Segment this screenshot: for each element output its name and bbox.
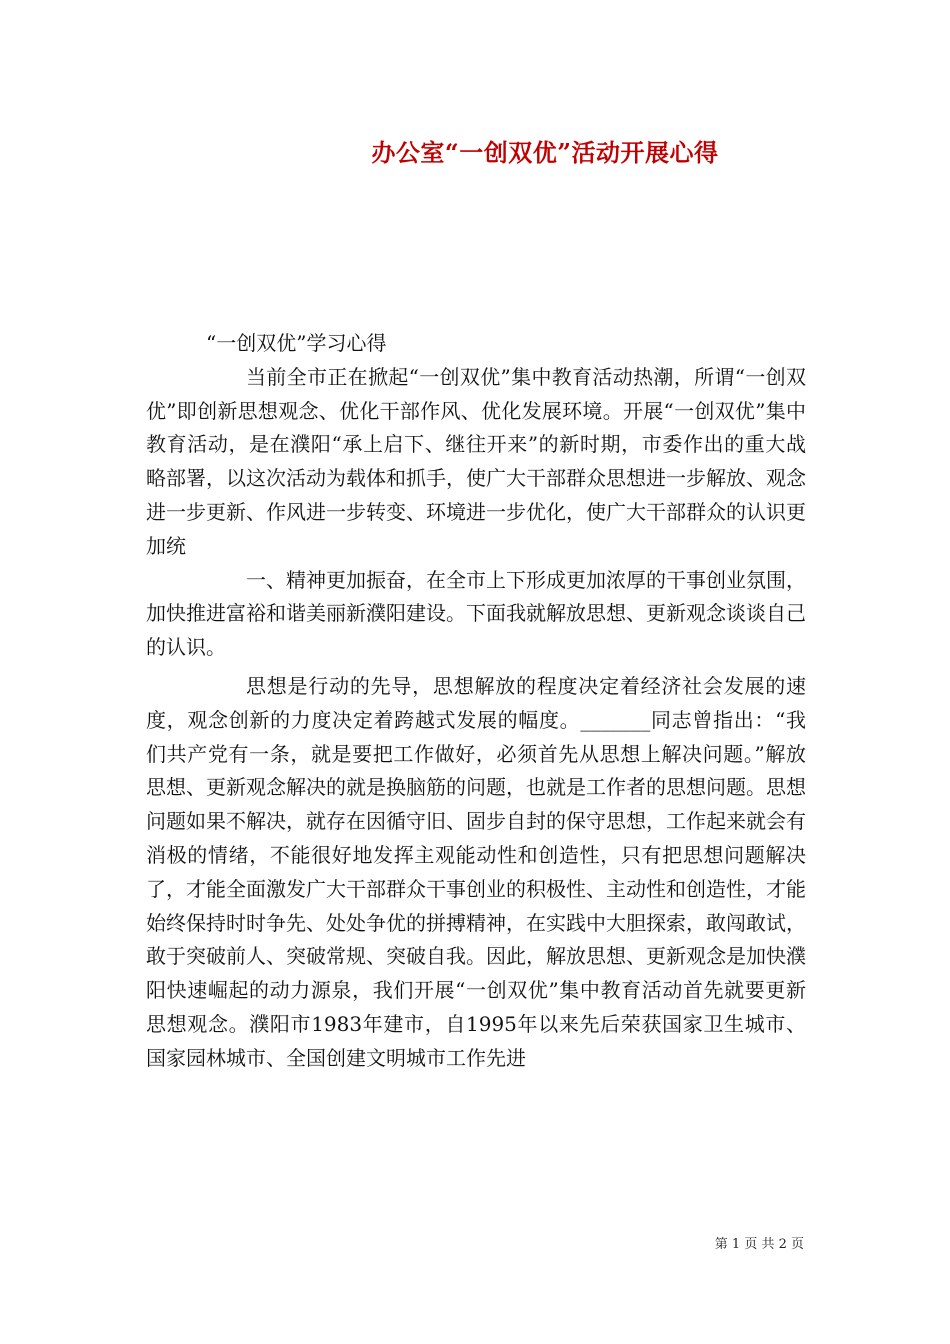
body-paragraph: 当前全市正在掀起“一创双优”集中教育活动热潮，所谓“一创双优”即创新思想观念、优化干部作风、优化发展环境。开展“一创双优”集中教育活动，是在濮阳“承上启下、继往开来”的新时期，市委作出的重大战略部署，以这次活动为载体和抓手，使广大干部群众思想进一步解放、观念进一步更新、作风进一步转变、环境进一步优化，使广大干部群众的认识更加统 [146, 364, 806, 558]
section-subheading: “一创双优”学习心得 [206, 331, 387, 355]
document-title: 办公室“一创双优”活动开展心得 [371, 138, 719, 167]
document-body [146, 327, 806, 1076]
page-number-footer: 第 1 页 共 2 页 [714, 1237, 804, 1252]
body-paragraph: 一、精神更加振奋，在全市上下形成更加浓厚的干事创业氛围，加快推进富裕和谐美丽新濮阳建设。下面我就解放思想、更新观念谈谈自己的认识。 [146, 567, 806, 660]
body-paragraph: 思想是行动的先导，思想解放的程度决定着经济社会发展的速度，观念创新的力度决定着跨越式发展的幅度。_______同志曾指出：“我们共产党有一条，就是要把工作做好，必须首先从思想上解决问题。”解放思想、更新观念解决的就是换脑筋的问题，也就是工作者的思想问题。思想问题如果不解决，就存在因循守旧、固步自封的保守思想，工作起来就会有消极的情绪，不能很好地发挥主观能动性和创造性，只有把思想问题解决了，才能全面激发广大干部群众干事创业的积极性、主动性和创造性，才能始终保持时时争先、处处争优的拼搏精神，在实践中大胆探索，敢闯敢试，敢于突破前人、突破常规、突破自我。因此，解放思想、更新观念是加快濮阳快速崛起的动力源泉，我们开展“一创双优”集中教育活动首先就要更新思想观念。濮阳市1983年建市，自1995年以来先后荣获国家卫生城市、国家园林城市、全国创建文明城市工作先进 [146, 673, 806, 1070]
